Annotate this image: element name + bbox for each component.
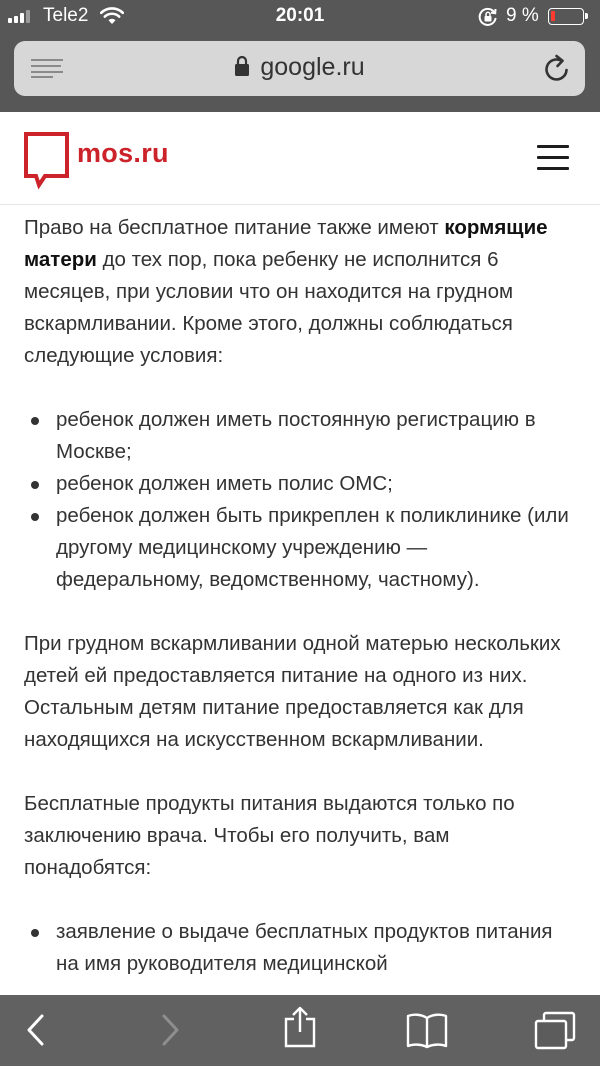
paragraph-multiple-children: При грудном вскармливании одной матерью нескольких детей ей предоставляется питание на одного из них. Остальным детям питание предоставляется как для находящихся на искусственном вскармливании. — [24, 632, 561, 751]
tabs-icon[interactable] — [533, 1011, 577, 1051]
orientation-lock-icon — [478, 7, 498, 27]
clock: 20:01 — [275, 5, 325, 26]
site-header — [0, 112, 600, 205]
article-content — [24, 212, 576, 1012]
paragraph-nursing-mothers — [24, 212, 576, 372]
browser-bottom-toolbar — [0, 995, 600, 1066]
list-item: ребенок должен быть прикреплен к поликлинике (или другому медицинскому учреждению — федеральному, ведомственному, частному). — [24, 500, 576, 596]
paragraph-text: до тех пор, пока ребенку не исполнится 6 месяцев, при условии что он находится на грудном вскармливании. Кроме этого, должны соблюдаться следующие условия: — [24, 248, 514, 367]
list-item: ребенок должен иметь постоянную регистрацию в Москве; — [24, 404, 576, 468]
url-display[interactable] — [14, 53, 585, 82]
url-text: google.ru — [260, 53, 365, 81]
back-chevron-icon[interactable] — [24, 1013, 46, 1047]
documents-list — [24, 916, 576, 980]
hamburger-menu-icon[interactable] — [537, 145, 569, 178]
battery-percent: 9 % — [506, 5, 539, 26]
mos-ru-logo-icon[interactable] — [24, 132, 70, 190]
conditions-list — [24, 404, 576, 596]
address-bar[interactable] — [14, 41, 585, 96]
battery-icon — [548, 8, 584, 25]
browser-top-chrome — [0, 0, 600, 112]
forward-chevron-icon[interactable] — [160, 1013, 182, 1047]
reload-icon[interactable] — [543, 53, 571, 83]
status-bar — [0, 0, 600, 34]
list-item: заявление о выдаче бесплатных продуктов питания на имя руководителя медицинской — [24, 916, 576, 980]
share-icon[interactable] — [283, 1005, 317, 1049]
carrier-name: Tele2 — [43, 5, 89, 26]
bookmarks-icon[interactable] — [405, 1011, 449, 1049]
site-logo-text[interactable]: mos.ru — [77, 138, 169, 168]
paragraph-text: Право на бесплатное питание также имеют — [24, 216, 439, 239]
bold-term: кормящие матери — [24, 216, 548, 271]
lock-icon — [234, 55, 250, 77]
paragraph-doctor-conclusion: Бесплатные продукты питания выдаются только по заключению врача. Чтобы его получить, вам понадобятся: — [24, 792, 515, 879]
list-item: ребенок должен иметь полис ОМС; — [24, 468, 576, 500]
